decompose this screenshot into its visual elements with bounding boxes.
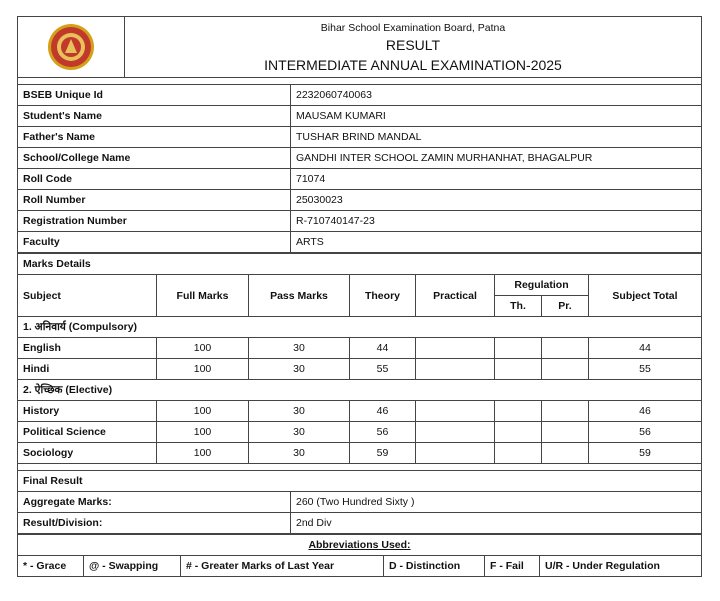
cell-practical [416, 359, 495, 380]
board-name: Bihar School Examination Board, Patna [320, 21, 506, 34]
cell-practical [416, 401, 495, 422]
cell-pr [542, 443, 589, 464]
col-theory: Theory [350, 275, 416, 317]
info-value: R-710740147-23 [291, 211, 702, 232]
abbr-under-regulation: U/R - Under Regulation [540, 556, 702, 577]
cell-total: 55 [589, 359, 702, 380]
abbr-greater-marks: # - Greater Marks of Last Year [181, 556, 384, 577]
info-value: MAUSAM KUMARI [291, 106, 702, 127]
col-subject: Subject [18, 275, 157, 317]
info-value: GANDHI INTER SCHOOL ZAMIN MURHANHAT, BHAGALPUR [291, 148, 702, 169]
title-cell [125, 17, 702, 78]
section-compulsory-label: 1. अनिवार्य (Compulsory) [18, 317, 702, 338]
cell-practical [416, 443, 495, 464]
division-label: Result/Division: [18, 513, 291, 534]
cell-subject: Sociology [18, 443, 157, 464]
info-value: ARTS [291, 232, 702, 253]
table-row [18, 422, 702, 443]
cell-pass: 30 [249, 359, 350, 380]
cell-pr [542, 338, 589, 359]
cell-full: 100 [157, 359, 249, 380]
section-elective-label: 2. ऐच्छिक (Elective) [18, 380, 702, 401]
cell-full: 100 [157, 443, 249, 464]
abbr-grace: * - Grace [18, 556, 84, 577]
cell-full: 100 [157, 338, 249, 359]
student-info-table [17, 84, 702, 253]
col-practical: Practical [416, 275, 495, 317]
cell-total: 56 [589, 422, 702, 443]
table-row [18, 359, 702, 380]
info-value: 2232060740063 [291, 85, 702, 106]
cell-theory: 56 [350, 422, 416, 443]
cell-pr [542, 359, 589, 380]
info-label: Father's Name [18, 127, 291, 148]
cell-full: 100 [157, 422, 249, 443]
cell-pass: 30 [249, 443, 350, 464]
result-sheet [17, 16, 702, 577]
info-value: TUSHAR BRIND MANDAL [291, 127, 702, 148]
abbr-swapping: @ - Swapping [84, 556, 181, 577]
col-subject-total: Subject Total [589, 275, 702, 317]
logo-cell [18, 17, 125, 78]
cell-pass: 30 [249, 338, 350, 359]
cell-total: 44 [589, 338, 702, 359]
col-reg-pr: Pr. [542, 296, 589, 317]
cell-th [495, 422, 542, 443]
final-result-title: Final Result [18, 471, 702, 492]
info-row [18, 106, 702, 127]
table-row [18, 401, 702, 422]
aggregate-value: 260 (Two Hundred Sixty ) [291, 492, 702, 513]
abbreviations-table [17, 534, 702, 577]
info-row [18, 148, 702, 169]
col-full-marks: Full Marks [157, 275, 249, 317]
info-label: Student's Name [18, 106, 291, 127]
exam-title: INTERMEDIATE ANNUAL EXAMINATION-2025 [264, 56, 562, 73]
info-label: Faculty [18, 232, 291, 253]
cell-pr [542, 422, 589, 443]
cell-pr [542, 401, 589, 422]
info-row [18, 169, 702, 190]
section-compulsory [18, 317, 702, 338]
cell-theory: 55 [350, 359, 416, 380]
cell-practical [416, 422, 495, 443]
abbr-distinction: D - Distinction [384, 556, 485, 577]
cell-full: 100 [157, 401, 249, 422]
info-label: Roll Code [18, 169, 291, 190]
marks-table [17, 253, 702, 464]
col-reg-th: Th. [495, 296, 542, 317]
cell-theory: 59 [350, 443, 416, 464]
header-table [17, 16, 702, 78]
cell-subject: Political Science [18, 422, 157, 443]
table-row [18, 338, 702, 359]
info-label: Roll Number [18, 190, 291, 211]
info-row [18, 232, 702, 253]
cell-total: 59 [589, 443, 702, 464]
cell-th [495, 359, 542, 380]
cell-pass: 30 [249, 422, 350, 443]
info-label: Registration Number [18, 211, 291, 232]
marks-details-title: Marks Details [18, 254, 702, 275]
cell-theory: 46 [350, 401, 416, 422]
cell-pass: 30 [249, 401, 350, 422]
col-regulation: Regulation [495, 275, 589, 296]
info-value: 71074 [291, 169, 702, 190]
info-value: 25030023 [291, 190, 702, 211]
cell-subject: History [18, 401, 157, 422]
info-row [18, 211, 702, 232]
info-row [18, 127, 702, 148]
cell-theory: 44 [350, 338, 416, 359]
info-row [18, 85, 702, 106]
table-row [18, 443, 702, 464]
division-value: 2nd Div [291, 513, 702, 534]
result-title: RESULT [385, 36, 441, 53]
abbreviations-title: Abbreviations Used: [18, 535, 702, 556]
final-result-table [17, 470, 702, 534]
cell-subject: English [18, 338, 157, 359]
abbr-fail: F - Fail [485, 556, 540, 577]
info-row [18, 190, 702, 211]
cell-th [495, 443, 542, 464]
info-label: BSEB Unique Id [18, 85, 291, 106]
section-elective [18, 380, 702, 401]
cell-subject: Hindi [18, 359, 157, 380]
col-pass-marks: Pass Marks [249, 275, 350, 317]
info-label: School/College Name [18, 148, 291, 169]
cell-practical [416, 338, 495, 359]
cell-th [495, 338, 542, 359]
bseb-logo-icon [47, 23, 95, 71]
aggregate-label: Aggregate Marks: [18, 492, 291, 513]
cell-th [495, 401, 542, 422]
cell-total: 46 [589, 401, 702, 422]
